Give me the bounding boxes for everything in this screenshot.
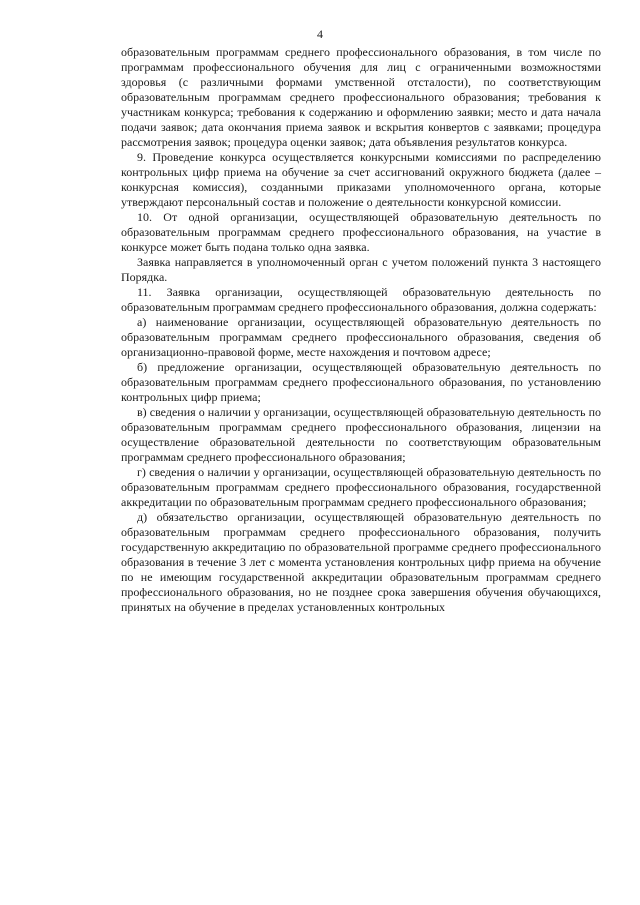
paragraph-item-10: 10. От одной организации, осуществляющей образовательную деятельность по образовательным программам среднего профессионального образования, на участие в конкурсе может быть подана только одна заявка. — [121, 210, 601, 254]
paragraph-item-11: 11. Заявка организации, осуществляющей образовательную деятельность по образовательным программам среднего профессионального образования, должна содержать: — [121, 285, 601, 314]
paragraph-item-9: 9. Проведение конкурса осуществляется конкурсными комиссиями по распределению контрольных цифр приема на обучение за счет ассигнований окружного бюджета (далее – конкурсная комиссия), созданными приказами уполномоченного органа, которые утверждают персональный состав и положение о деятельности конкурсной комиссии. — [121, 150, 601, 209]
paragraph-intro-continuation: образовательным программам среднего профессионального образования, в том числе по программам профессионального обучения для лиц с ограниченными возможностями здоровья (с различными формами умственной отсталости), по соответствующим образовательным программам среднего профессионального образования; требования к участникам конкурса; требования к содержанию и оформлению заявки; место и дата начала подачи заявок; дата окончания приема заявок и вскрытия конвертов с заявками; процедура рассмотрения заявок; процедура оценки заявок; дата объявления результатов конкурса. — [121, 45, 601, 149]
paragraph-item-11-b: б) предложение организации, осуществляющей образовательную деятельность по образовательным программам среднего профессионального образования, по установлению контрольных цифр приема; — [121, 360, 601, 404]
document-body — [121, 45, 601, 615]
page-number: 4 — [317, 27, 323, 41]
paragraph-item-11-g: г) сведения о наличии у организации, осуществляющей образовательную деятельность по образовательным программам среднего профессионального образования, государственной аккредитации по образовательным программам среднего профессионального образования; — [121, 465, 601, 509]
paragraph-item-10-note: Заявка направляется в уполномоченный орган с учетом положений пункта 3 настоящего Порядка. — [121, 255, 601, 284]
paragraph-item-11-d: д) обязательство организации, осуществляющей образовательную деятельность по образовательным программам среднего профессионального образования, получить государственную аккредитацию по образовательной программе среднего профессионального образования в течение 3 лет с момента установления контрольных цифр приема на обучение по не имеющим государственной аккредитации образовательным программам среднего профессионального образования, но не позднее срока завершения обучения обучающихся, принятых на обучение в пределах установленных контрольных — [121, 510, 601, 614]
paragraph-item-11-a: а) наименование организации, осуществляющей образовательную деятельность по образовательным программам среднего профессионального образования, сведения об организационно-правовой форме, месте нахождения и почтовом адресе; — [121, 315, 601, 359]
paragraph-item-11-v: в) сведения о наличии у организации, осуществляющей образовательную деятельность по образовательным программам среднего профессионального образования, лицензии на осуществление образовательной деятельности по соответствующим образовательным программам среднего профессионального образования; — [121, 405, 601, 464]
